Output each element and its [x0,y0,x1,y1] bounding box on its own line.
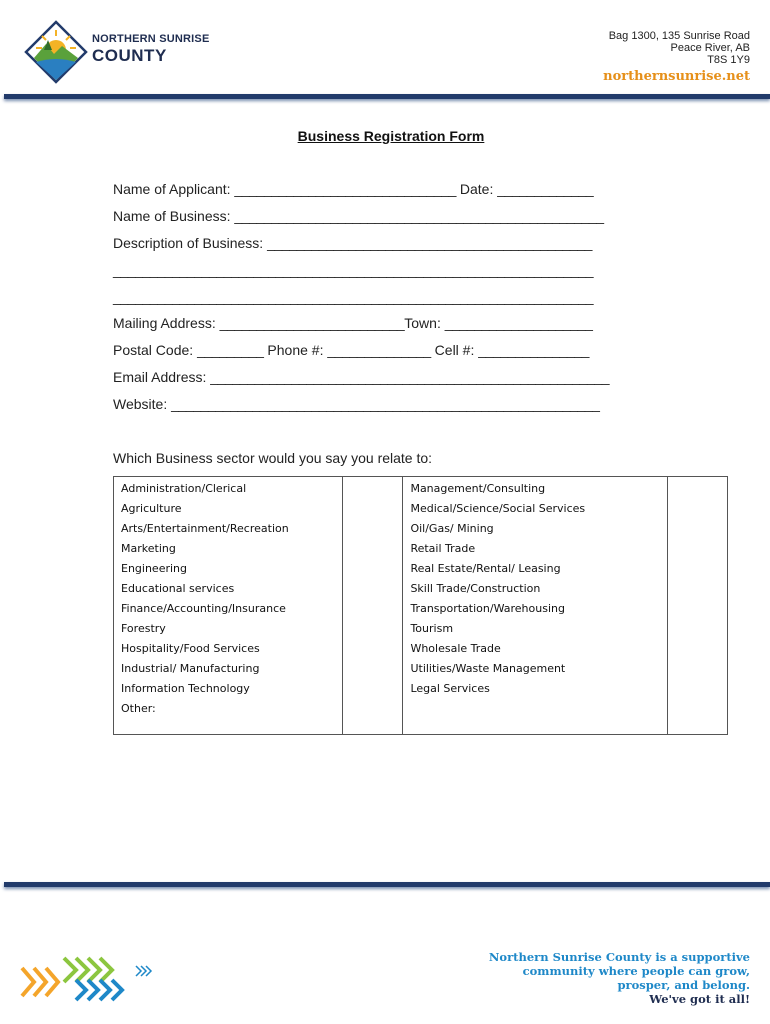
sector-item: Educational services [121,582,235,595]
town-field[interactable]: ____________________ [444,315,593,331]
sector-item: Other: [121,702,156,715]
applicant-label: Name of Applicant: [113,181,235,197]
tagline-line-4: We've got it all! [649,992,750,1006]
description-row [113,235,592,251]
town-label: Town: [404,315,445,331]
sector-item: Wholesale Trade [410,642,501,655]
footer-divider [4,882,770,887]
applicant-field[interactable]: ______________________________ [234,181,456,197]
sector-item: Tourism [410,622,454,635]
sector-item: Industrial/ Manufacturing [121,662,260,675]
sector-item: Marketing [121,542,176,555]
date-label: Date: [456,181,498,197]
sector-item: Legal Services [410,682,490,695]
email-label: Email Address: [113,369,211,385]
tagline-line-1: Northern Sunrise County is a supportive [488,950,750,964]
sector-item: Forestry [121,622,166,635]
sector-item: Hospitality/Food Services [121,642,260,655]
footer-tagline [489,950,750,1006]
sector-table [113,476,728,735]
sector-item: Transportation/Warehousing [410,602,565,615]
sector-item: Skill Trade/Construction [410,582,541,595]
cell-field[interactable]: _______________ [478,342,590,358]
address-line-3: T8S 1Y9 [707,54,750,66]
description-line-3[interactable]: _________________________________________________________________ [113,289,594,305]
phone-field[interactable]: ______________ [327,342,431,358]
mailing-row [113,315,592,331]
postal-code-field[interactable]: _________ [197,342,264,358]
cell-label: Cell #: [430,342,479,358]
website-field[interactable]: __________________________________________________________ [171,396,600,412]
tagline-line-3: prosper, and belong. [617,978,750,992]
org-name-line1: NORTHERN SUNRISE [92,33,210,45]
county-wordmark [92,34,210,64]
description-field[interactable]: ____________________________________________ [267,235,593,251]
sector-item: Utilities/Waste Management [410,662,566,675]
mailing-address-block [609,30,750,66]
form-title: Business Registration Form [297,128,485,144]
sector-item: Medical/Science/Social Services [410,502,586,515]
sector-item: Finance/Accounting/Insurance [121,602,286,615]
sector-item: Oil/Gas/ Mining [410,522,494,535]
contact-row [113,342,589,358]
sector-list-right [403,477,667,735]
address-line-2: Peace River, AB [670,42,750,54]
description-line-2[interactable]: _________________________________________________________________ [113,262,594,278]
mailing-label: Mailing Address: [113,315,220,331]
applicant-row [113,181,593,197]
website-row [113,396,600,412]
date-field[interactable]: _____________ [497,181,594,197]
sector-question: Which Business sector would you say you relate to: [113,450,433,466]
postal-label: Postal Code: [113,342,198,358]
business-name-row [113,208,604,224]
chevron-arrows-graphic [18,954,168,1004]
sector-item: Arts/Entertainment/Recreation [121,522,289,535]
sector-item: Information Technology [121,682,250,695]
website-label: Website: [113,396,172,412]
sector-item: Real Estate/Rental/ Leasing [410,562,561,575]
sector-item: Agriculture [121,502,182,515]
sector-item: Engineering [121,562,187,575]
org-name-line2: COUNTY [92,46,167,65]
sector-checkbox-column-right[interactable] [667,477,727,735]
tagline-line-2: community where people can grow, [522,964,750,978]
website-link[interactable]: northernsunrise.net [603,69,750,84]
sector-item: Management/Consulting [410,482,546,495]
sector-checkbox-column-left[interactable] [343,477,403,735]
description-label: Description of Business: [113,235,268,251]
sector-item: Retail Trade [410,542,476,555]
business-name-field[interactable]: __________________________________________________ [234,208,604,224]
sector-list-left [114,477,343,735]
header-divider [4,94,770,99]
email-field[interactable]: ______________________________________________________ [210,369,610,385]
county-logo [24,20,88,84]
email-row [113,369,609,385]
address-line-1: Bag 1300, 135 Sunrise Road [608,30,750,42]
mailing-address-field[interactable]: _________________________ [219,315,405,331]
sector-item: Administration/Clerical [121,482,247,495]
phone-label: Phone #: [263,342,328,358]
business-label: Name of Business: [113,208,235,224]
